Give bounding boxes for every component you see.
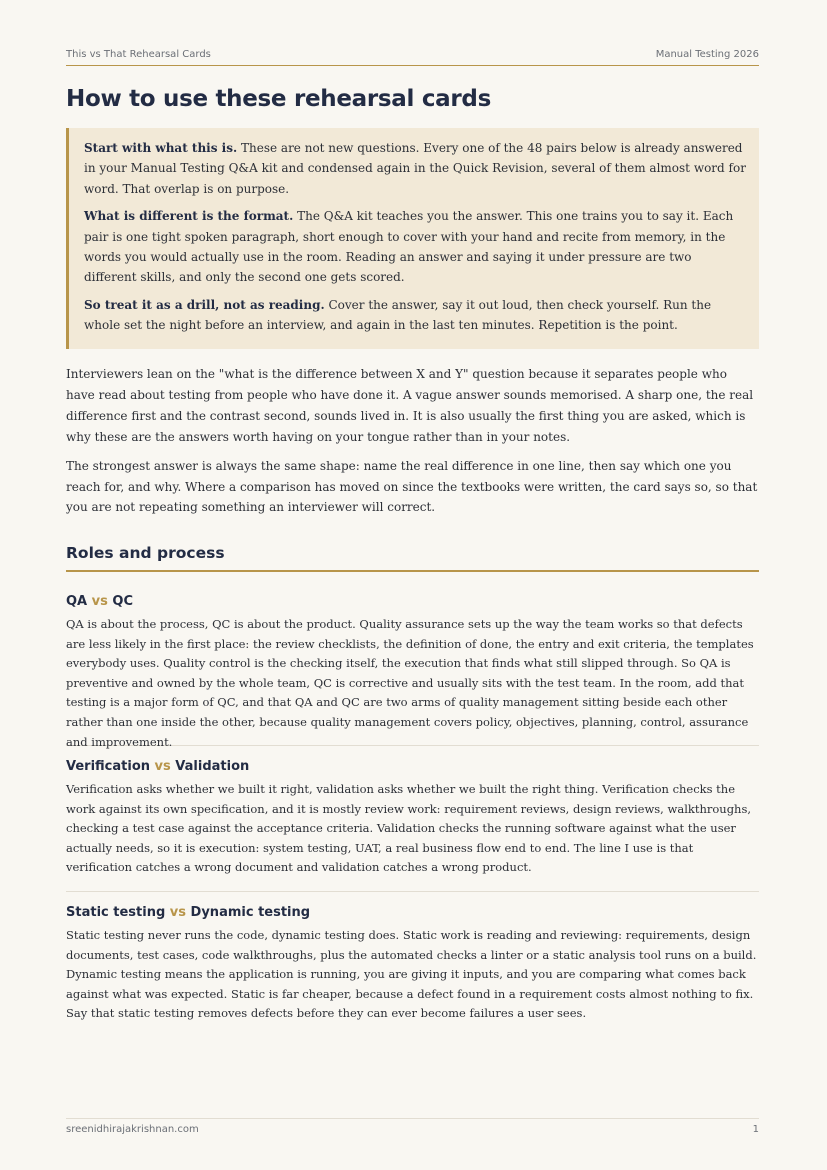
intro-paragraph: The strongest answer is always the same shape: name the real difference in one line, then say which one you reach for, and why. Where a comparison has moved on since the textbooks were written, the card says so, so that you are not repeating something an interviewer will correct.	[66, 458, 758, 515]
card-verification-vs-validation	[66, 759, 759, 892]
callout-paragraph	[84, 206, 747, 288]
term-b: Validation	[175, 759, 250, 774]
page-header	[66, 49, 759, 66]
header-doc-title: This vs That Rehearsal Cards	[66, 49, 211, 60]
term-a: QA	[66, 594, 88, 609]
footer-website: sreenidhirajakrishnan.com	[66, 1124, 199, 1135]
card-title	[66, 759, 759, 774]
page	[66, 0, 759, 1170]
page-number: 1	[752, 1124, 759, 1135]
vs-label: vs	[169, 905, 187, 920]
section-title: Roles and process	[66, 544, 759, 572]
card-qa-vs-qc	[66, 594, 759, 749]
callout-text: Cover the answer, say it out loud, then check yourself. Run the whole set the night before an interview, and again in the last ten minutes. Repetition is the point.	[84, 297, 712, 333]
callout-lead: So treat it as a drill, not as reading.	[84, 297, 325, 312]
term-b: Dynamic testing	[190, 905, 311, 920]
card-body: QA is about the process, QC is about the product. Quality assurance sets up the way the team works so that defects are less likely in the first place: the review checklists, the definition of done, the entry and exit criteria, the templates everybody uses. Quality control is the checking itself, the execution that finds what still slipped through. So QA is preventive and owned by the whole team, QC is corrective and usually sits with the test team. In the room, add that testing is a major form of QC, and that QA and QC are two arms of quality management sitting beside each other rather than one inside the other, because quality management covers policy, objectives, planning, control, assurance and improvement.	[66, 617, 754, 749]
callout-lead: Start with what this is.	[84, 141, 238, 155]
callout-paragraph	[84, 295, 747, 336]
card-title	[66, 594, 759, 609]
vs-label: vs	[154, 759, 171, 774]
term-a: Static testing	[66, 905, 166, 920]
page-title: How to use these rehearsal cards	[66, 86, 491, 112]
intro-text	[66, 364, 759, 526]
vs-label: vs	[91, 594, 108, 609]
card-static-vs-dynamic	[66, 905, 759, 1035]
page-footer	[66, 1118, 759, 1135]
callout-paragraph	[84, 138, 747, 199]
header-series: Manual Testing 2026	[655, 49, 759, 60]
term-a: Verification	[66, 759, 151, 774]
callout-lead: What is different is the format.	[84, 209, 294, 224]
callout-text: These are not new questions. Every one of the 48 pairs below is already answered in your Manual Testing Q&A kit and condensed again in the Quick Revision, several of them almost word for word. That overlap is on purpose.	[84, 141, 746, 196]
intro-paragraph: Interviewers lean on the "what is the difference between X and Y" question because it separates people who have read about testing from people who have done it. A vague answer sounds memorised. A sharp one, the real difference first and the contrast second, sounds lived in. It is also usually the first thing you are asked, which is why these are the answers worth having on your tongue rather than in your notes.	[66, 367, 754, 444]
card-title	[66, 905, 759, 920]
callout-text: The Q&A kit teaches you the answer. This one trains you to say it. Each pair is one tight spoken paragraph, short enough to cover with your hand and recite from memory, in the words you would actually use in the room. Reading an answer and saying it under pressure are two different skills, and only the second one gets scored.	[84, 209, 734, 285]
term-b: QC	[112, 594, 133, 609]
card-body: Static testing never runs the code, dynamic testing does. Static work is reading and reviewing: requirements, design documents, test cases, code walkthroughs, plus the automated checks a linter or a static analysis tool runs on a build. Dynamic testing means the application is running, you are giving it inputs, and you are comparing what comes back against what was expected. Static is far cheaper, because a defect found in a requirement costs almost nothing to fix. Say that static testing removes defects before they can ever become failures a user sees.	[66, 928, 757, 1021]
instructions-callout	[66, 128, 759, 349]
card-body: Verification asks whether we built it right, validation asks whether we built the right thing. Verification checks the work against its own specification, and it is mostly review work: requirement reviews, design reviews, walkthroughs, checking a test case against the acceptance criteria. Validation checks the running software against what the user actually needs, so it is execution: system testing, UAT, a real business flow end to end. The line I use is that verification catches a wrong document and validation catches a wrong product.	[66, 782, 752, 875]
